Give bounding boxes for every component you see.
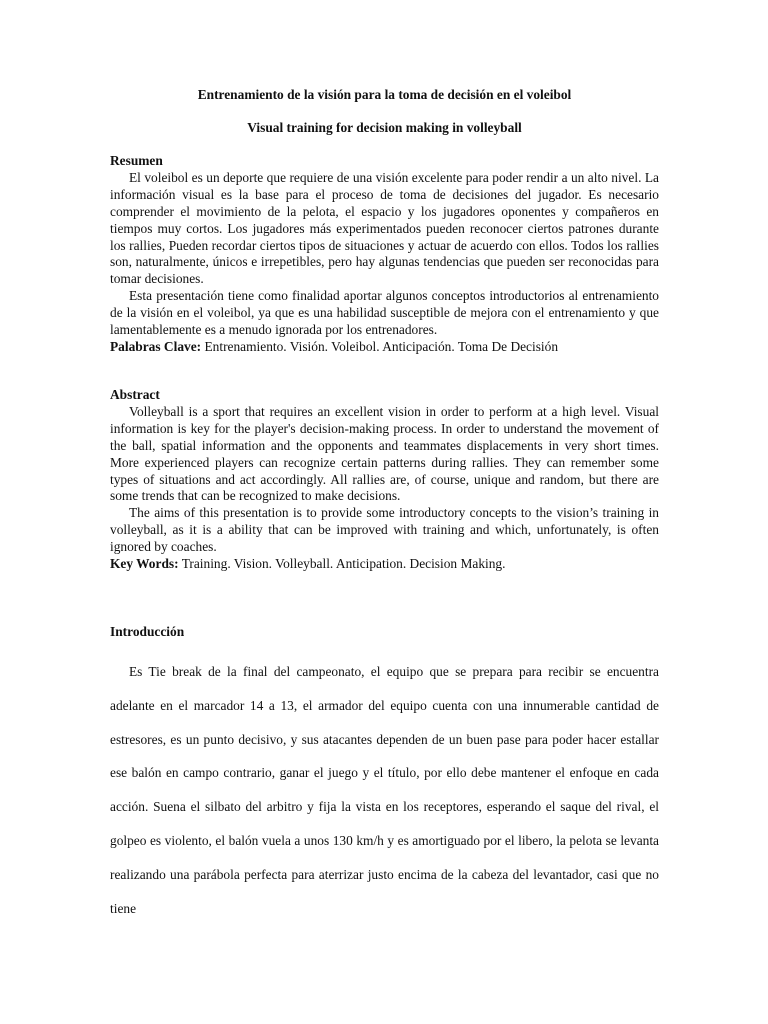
introduccion-section xyxy=(110,655,659,925)
resumen-section xyxy=(110,153,659,356)
resumen-heading: Resumen xyxy=(110,153,163,168)
abstract-keywords-label: Key Words: xyxy=(110,556,179,572)
abstract-paragraph-2: The aims of this presentation is to provide some introductory concepts to the vision’s training in volleyball, as it is a ability that can be improved with training and which, unfortunately, is often ignored by coaches. xyxy=(110,505,659,555)
resumen-keywords-label: Palabras Clave: xyxy=(110,338,202,354)
abstract-paragraph-1: Volleyball is a sport that requires an excellent vision in order to perform at a high level. Visual information is key for the player's decision-making process. In order to understand the movement of the ball, spatial information and the opponents and teammates displacements in very short times. More experienced players can recognize certain patterns during rallies. They can remember some types of situations and act accordingly. All rallies are, of course, unique and random, but there are some trends that can be recognized to make decisions. xyxy=(110,403,659,504)
resumen-keywords xyxy=(110,339,659,356)
resumen-paragraph-2: Esta presentación tiene como finalidad aportar algunos conceptos introductorios al entrenamiento de la visión en el voleibol, ya que es una habilidad susceptible de mejora con el entrenamiento y que lamentablemente es a menudo ignorada por los entrenadores. xyxy=(110,288,659,338)
resumen-keywords-list: Entrenamiento. Visión. Voleibol. Anticipación. Toma De Decisión xyxy=(204,338,559,354)
abstract-section xyxy=(110,387,659,573)
abstract-heading: Abstract xyxy=(110,387,160,402)
title-english: Visual training for decision making in volleyball xyxy=(247,120,522,135)
introduccion-heading: Introducción xyxy=(110,624,185,639)
abstract-keywords-list: Training. Vision. Volleyball. Anticipation. Decision Making. xyxy=(181,556,506,572)
introduccion-paragraph-1: Es Tie break de la final del campeonato, el equipo que se prepara para recibir se encuentra adelante en el marcador 14 a 13, el armador del equipo cuenta con una innumerable cantidad de estresores, es un punto decisivo, y sus atacantes dependen de un buen pase para poder hacer estallar ese balón en campo contrario, ganar el juego y el título, por ello debe mantener el enfoque en cada acción. Suena el silbato del arbitro y fija la vista en los receptores, esperando el saque del rival, el golpeo es violento, el balón vuela a unos 130 km/h y es amortiguado por el libero, la pelota se levanta realizando una parábola perfecta para aterrizar justo encima de la cabeza del levantador, casi que no tiene xyxy=(110,664,659,916)
title-spanish: Entrenamiento de la visión para la toma de decisión en el voleibol xyxy=(197,87,572,102)
abstract-keywords xyxy=(110,556,659,573)
resumen-paragraph-1: El voleibol es un deporte que requiere de una visión excelente para poder rendir a un alto nivel. La información visual es la base para el proceso de toma de decisiones del jugador. Es necesario comprender el movimiento de la pelota, el espacio y los jugadores oponentes y compañeros en tiempos muy cortos. Los jugadores más experimentados pueden reconocer ciertos patrones durante los rallies, Pueden recordar ciertos tipos de situaciones y actuar de acuerdo con ellos. Todos los rallies son, naturalmente, únicos e irrepetibles, pero hay algunas tendencias que pueden ser reconocidas para tomar decisiones. xyxy=(110,169,659,287)
